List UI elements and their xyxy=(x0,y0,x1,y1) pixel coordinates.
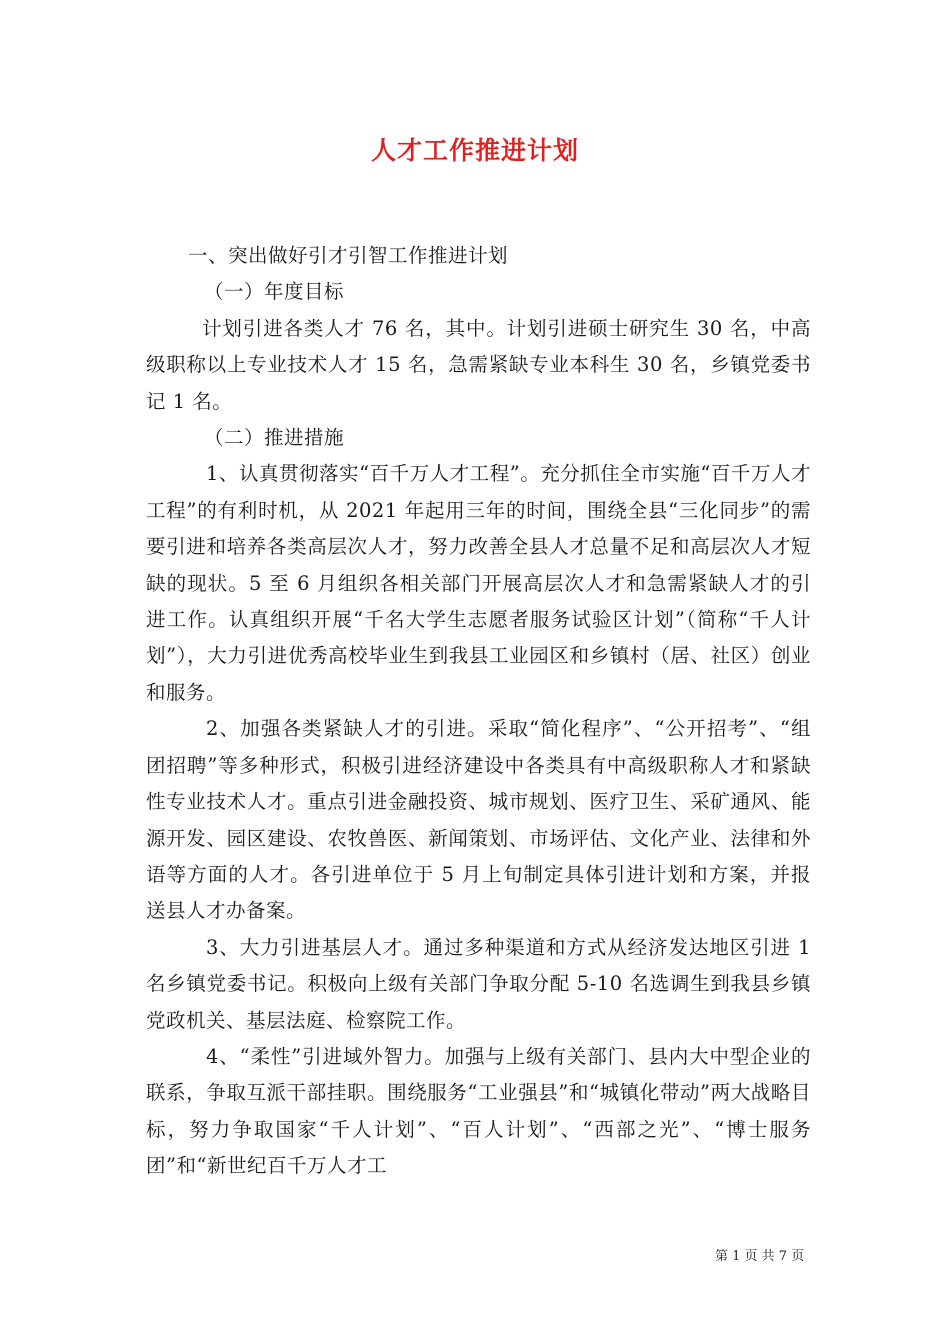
section-heading: 一、突出做好引才引智工作推进计划 xyxy=(188,244,509,267)
paragraph-measure-1: 1、认真贯彻落实“百千万人才工程”。充分抓住全市实施“百千万人才工程”的有利时机，从 2021 年起用三年的时间，围绕全县“三化同步”的需要引进和培养各类高层次人才，努力改善全县人才总量不足和高层次人才短缺的现状。5 至 6 月组织各相关部门开展高层次人才和急需紧缺人才的引进工作。认真组织开展“千名大学生志愿者服务试验区计划”（简称“千人计划”），大力引进优秀高校毕业生到我县工业园区和乡镇村（居、社区）创业和服务。 xyxy=(146,462,811,704)
paragraph-measure-3: 3、大力引进基层人才。通过多种渠道和方式从经济发达地区引进 1 名乡镇党委书记。积极向上级有关部门争取分配 5-10 名选调生到我县乡镇党政机关、基层法庭、检察院工作。 xyxy=(146,935,811,1032)
paragraph-measure-4: 4、“柔性”引进域外智力。加强与上级有关部门、县内大中型企业的联系，争取互派干部挂职。围绕服务“工业强县”和“城镇化带动”两大战略目标，努力争取国家“千人计划”、“百人计划”、“西部之光”、“博士服务团”和“新世纪百千万人才工 xyxy=(146,1044,811,1178)
document-title: 人才工作推进计划 xyxy=(370,136,579,165)
document-body xyxy=(146,238,811,1185)
subsection-heading: （二）推进措施 xyxy=(204,426,345,450)
page-number: 第 1 页 共 7 页 xyxy=(715,1249,805,1264)
paragraph-goal: 计划引进各类人才 76 名，其中。计划引进硕士研究生 30 名，中高级职称以上专业技术人才 15 名，急需紧缺专业本科生 30 名，乡镇党委书记 1 名。 xyxy=(146,316,811,413)
paragraph-measure-2: 2、加强各类紧缺人才的引进。采取“简化程序”、“公开招考”、“组团招聘”等多种形式，积极引进经济建设中各类具有中高级职称人才和紧缺性专业技术人才。重点引进金融投资、城市规划、医疗卫生、采矿通风、能源开发、园区建设、农牧兽医、新闻策划、市场评估、文化产业、法律和外语等方面的人才。各引进单位于 5 月上旬制定具体引进计划和方案，并报送县人才办备案。 xyxy=(146,717,811,923)
subsection-heading: （一）年度目标 xyxy=(204,280,345,304)
